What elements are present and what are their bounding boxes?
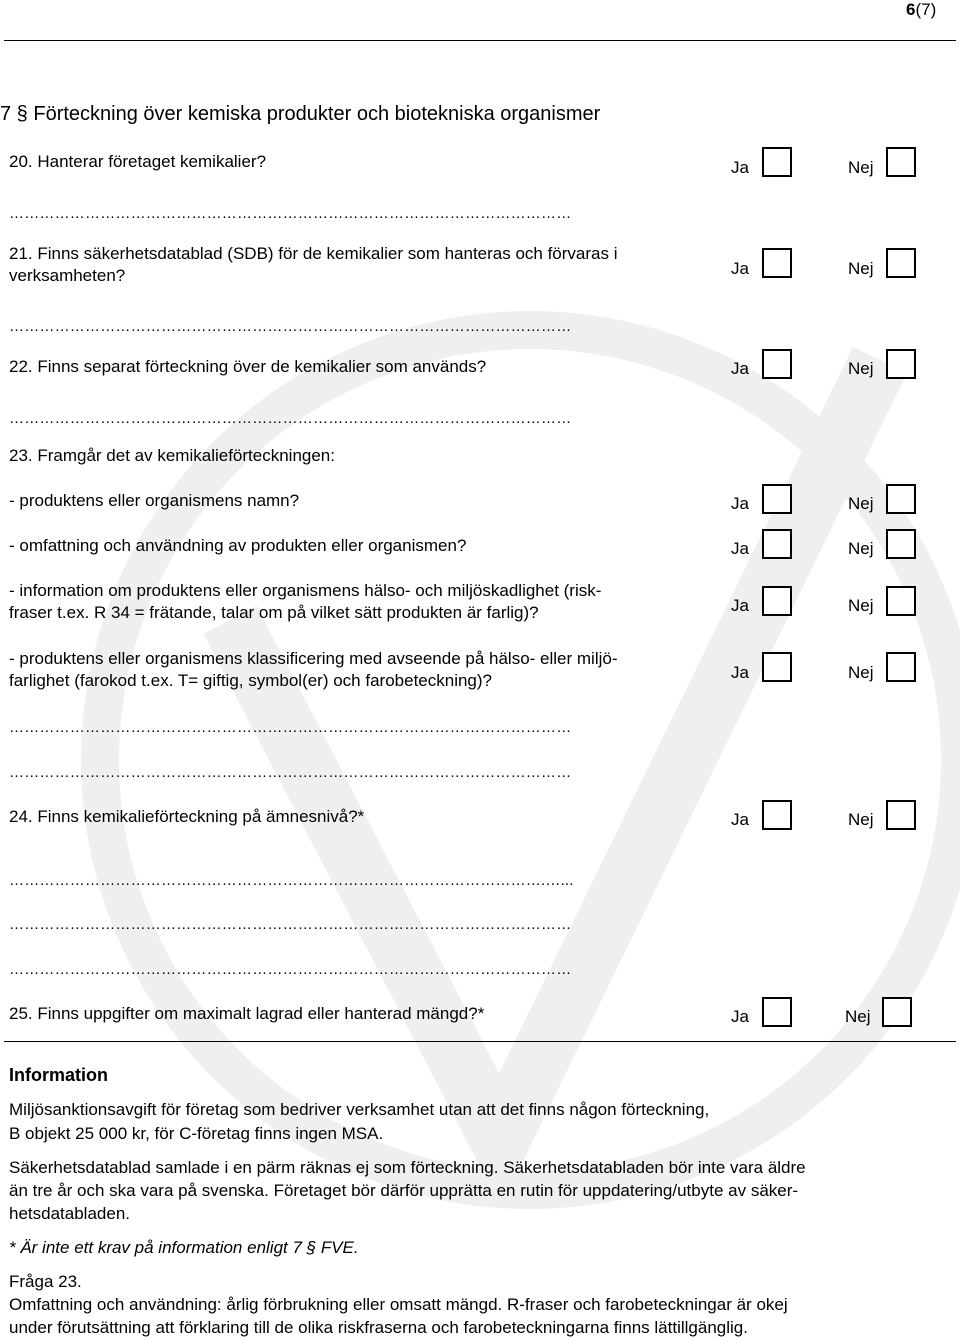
ja-label: Ja: [731, 1007, 749, 1026]
answer-dots: …………………………………………………………………………………………………: [9, 916, 572, 933]
q20-ja-checkbox[interactable]: [762, 147, 792, 177]
nej-label: Nej: [848, 259, 874, 278]
answer-dots: …………………………………………………………………………………………………: [9, 410, 572, 427]
q23c-ja-checkbox[interactable]: [762, 586, 792, 616]
q21-nej-checkbox[interactable]: [886, 248, 916, 278]
question-23c-line1: - information om produktens eller organismens hälso- och miljöskadlighet (risk-: [9, 581, 602, 600]
section-rule: [4, 1041, 956, 1042]
q23c-nej-checkbox[interactable]: [886, 586, 916, 616]
watermark-logo: [80, 240, 960, 1240]
answer-dots: …………………………………………………………………………………………….…...: [9, 872, 574, 889]
info-p4-line2: under förutsättning att förklaring till de olika riskfraserna och farobeteckningarna finns lättillgänglig.: [9, 1318, 748, 1337]
nej-label: Nej: [848, 663, 874, 682]
answer-dots: …………………………………………………………………………………………………: [9, 719, 572, 736]
info-p2-line2: än tre år och ska vara på svenska. Företaget bör därför upprätta en rutin för uppdatering/utbyte av säker-: [9, 1181, 799, 1200]
info-p1-line1: Miljösanktionsavgift för företag som bedriver verksamhet utan att det finns någon förteckning,: [9, 1100, 710, 1119]
information-title: Information: [9, 1065, 108, 1085]
ja-label: Ja: [731, 259, 749, 278]
q23d-ja-checkbox[interactable]: [762, 652, 792, 682]
q23a-ja-checkbox[interactable]: [762, 484, 792, 514]
answer-dots: …………………………………………………………………………………………………: [9, 764, 572, 781]
info-p4-line1: Omfattning och användning: årlig förbrukning eller omsatt mängd. R-fraser och farobeteckningar är okej: [9, 1295, 788, 1314]
ja-label: Ja: [731, 596, 749, 615]
question-23c-line2: fraser t.ex. R 34 = frätande, talar om på vilket sätt produkten är farlig)?: [9, 603, 539, 622]
info-p1-line2: B objekt 25 000 kr, för C-företag finns ingen MSA.: [9, 1124, 384, 1143]
q21-ja-checkbox[interactable]: [762, 248, 792, 278]
ja-label: Ja: [731, 539, 749, 558]
question-25: 25. Finns uppgifter om maximalt lagrad eller hanterad mängd?*: [9, 1004, 485, 1023]
question-22: 22. Finns separat förteckning över de kemikalier som används?: [9, 357, 487, 376]
ja-label: Ja: [731, 663, 749, 682]
answer-dots: …………………………………………………………………………………………………: [9, 205, 572, 222]
answer-dots: …………………………………………………………………………………………………: [9, 318, 572, 335]
question-23a: - produktens eller organismens namn?: [9, 491, 300, 510]
ja-label: Ja: [731, 494, 749, 513]
q20-nej-checkbox[interactable]: [886, 147, 916, 177]
q24-nej-checkbox[interactable]: [886, 800, 916, 830]
info-p2-line3: hetsdatabladen.: [9, 1204, 130, 1223]
question-24: 24. Finns kemikalieförteckning på ämnesnivå?*: [9, 807, 365, 826]
section-heading: 7 § Förteckning över kemiska produkter och biotekniska organismer: [0, 103, 601, 125]
q23a-nej-checkbox[interactable]: [886, 484, 916, 514]
question-21-line1: 21. Finns säkerhetsdatablad (SDB) för de kemikalier som hanteras och förvaras i: [9, 244, 618, 263]
question-23d-line1: - produktens eller organismens klassificering med avseende på hälso- eller miljö-: [9, 649, 618, 668]
q25-ja-checkbox[interactable]: [762, 997, 792, 1027]
page-number: 6(7): [906, 0, 937, 19]
nej-label: Nej: [848, 359, 874, 378]
nej-label: Nej: [848, 596, 874, 615]
question-23: 23. Framgår det av kemikalieförteckningen:: [9, 446, 335, 465]
question-23b: - omfattning och användning av produkten eller organismen?: [9, 536, 467, 555]
q22-ja-checkbox[interactable]: [762, 349, 792, 379]
info-p4-title: Fråga 23.: [9, 1272, 82, 1291]
nej-label: Nej: [848, 810, 874, 829]
ja-label: Ja: [731, 810, 749, 829]
info-p2-line1: Säkerhetsdatablad samlade i en pärm räknas ej som förteckning. Säkerhetsdatabladen bör inte vara äldre: [9, 1158, 806, 1177]
q23d-nej-checkbox[interactable]: [886, 652, 916, 682]
q25-nej-checkbox[interactable]: [882, 997, 912, 1027]
ja-label: Ja: [731, 158, 749, 177]
question-23d-line2: farlighet (farokod t.ex. T= giftig, symbol(er) och farobeteckning)?: [9, 671, 492, 690]
ja-label: Ja: [731, 359, 749, 378]
answer-dots: …………………………………………………………………………………………………: [9, 961, 572, 978]
nej-label: Nej: [848, 539, 874, 558]
nej-label: Nej: [848, 158, 874, 177]
header-rule: [4, 40, 956, 41]
q23b-nej-checkbox[interactable]: [886, 529, 916, 559]
q22-nej-checkbox[interactable]: [886, 349, 916, 379]
nej-label: Nej: [845, 1007, 871, 1026]
question-20: 20. Hanterar företaget kemikalier?: [9, 152, 267, 171]
question-21-line2: verksamheten?: [9, 266, 126, 285]
q23b-ja-checkbox[interactable]: [762, 529, 792, 559]
nej-label: Nej: [848, 494, 874, 513]
info-p3: * Är inte ett krav på information enligt 7 § FVE.: [9, 1238, 359, 1257]
q24-ja-checkbox[interactable]: [762, 800, 792, 830]
